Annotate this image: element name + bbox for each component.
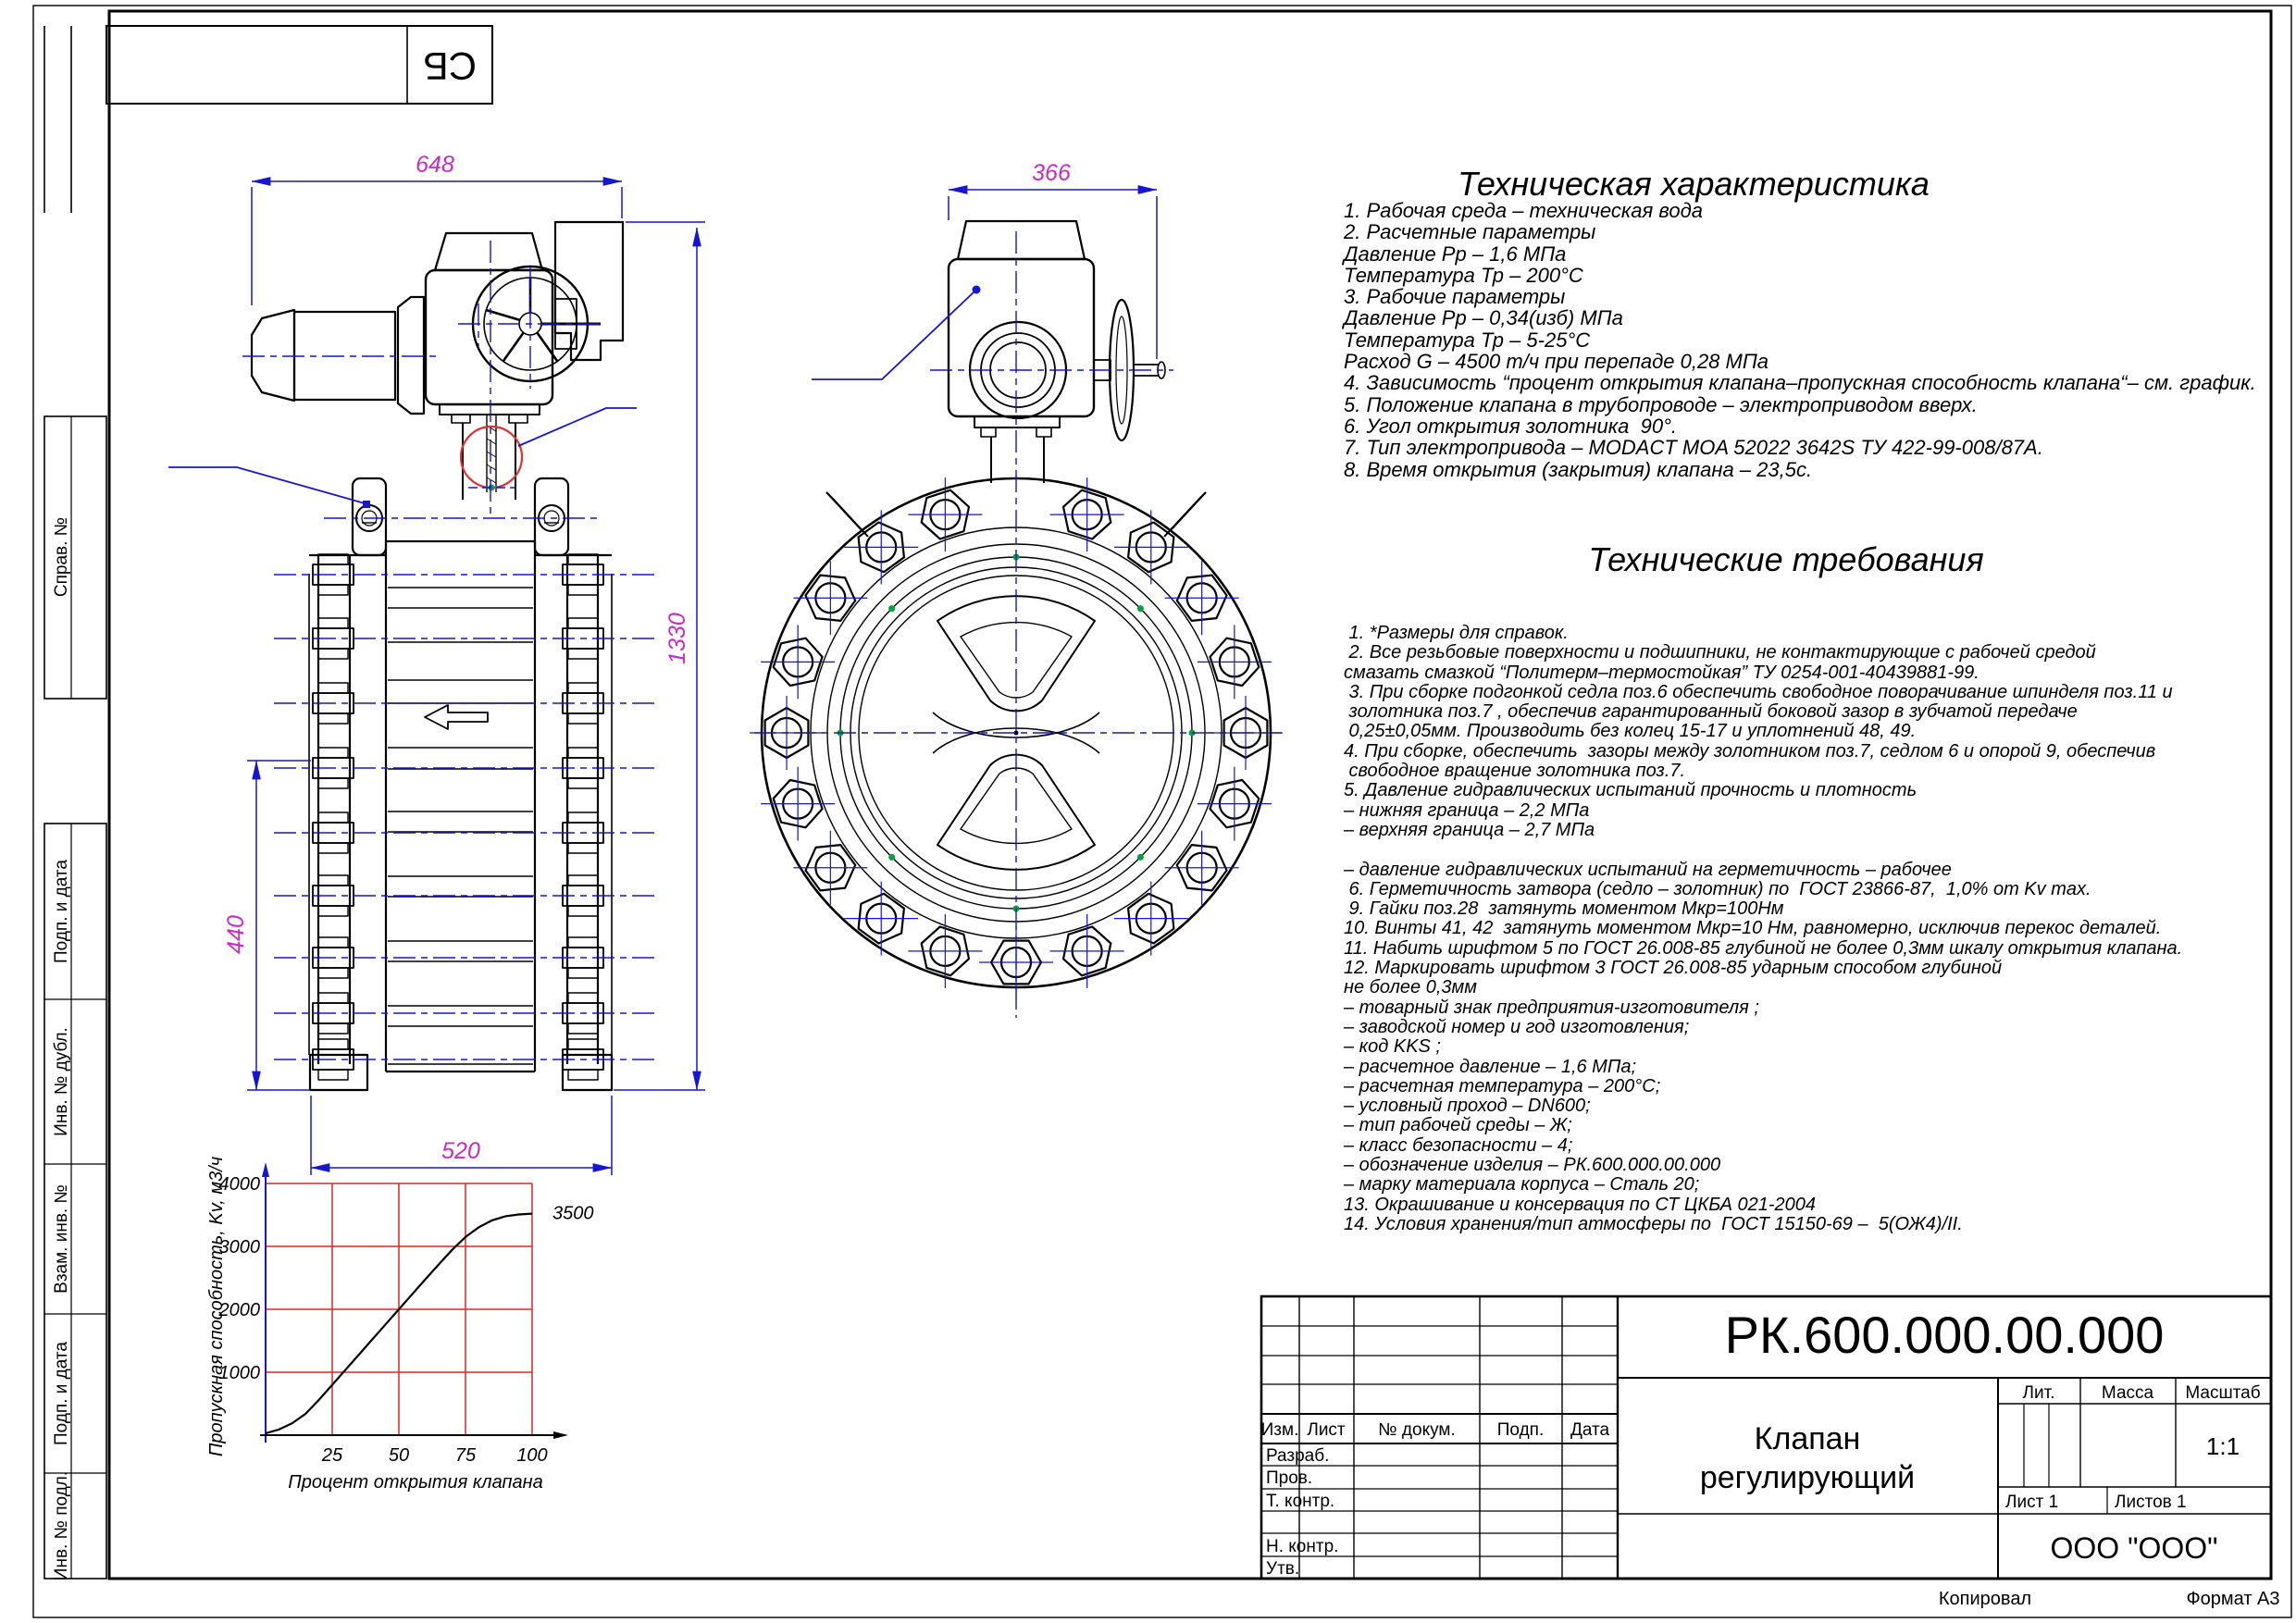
hex-nut-cap — [318, 968, 348, 978]
hex-nut-cap — [318, 618, 348, 628]
hex-nut-cap — [318, 1023, 348, 1034]
hex-nut-cap — [318, 713, 348, 724]
hex-nut-cap — [318, 875, 348, 886]
text-line: 5. Положение клапана в трубопроводе – электроприводом вверх. — [1344, 392, 1978, 416]
hex-nut-cap — [568, 1070, 598, 1080]
col-izm: Изм. — [1260, 1420, 1299, 1440]
footer-format-label: Формат А3 — [2186, 1589, 2280, 1609]
left-margin-boxes — [44, 416, 106, 1580]
valve-body-side — [309, 478, 612, 1090]
hex-nut-cap — [318, 585, 348, 595]
hex-nut-cap — [568, 843, 598, 853]
hex-nut-cap — [568, 649, 598, 659]
hex-nut-cap — [318, 649, 348, 659]
hex-nut-cap — [568, 812, 598, 823]
hex-nut-cap — [568, 713, 598, 724]
text-line: – товарный знак предприятия-изготовителя ; — [1344, 997, 1759, 1018]
dim-text-366: 366 — [1032, 160, 1071, 186]
text-line: 2. Расчетные параметры — [1344, 220, 1596, 244]
sheet-info: Лист 1 — [2005, 1493, 2059, 1512]
tech-requirements-title: Технические требования — [1588, 540, 1984, 578]
green-marker — [1137, 605, 1144, 612]
text-line: 3. Рабочие параметры — [1344, 285, 1566, 309]
text-line: – обозначение изделия – РК.600.000.00.000 — [1344, 1155, 1721, 1176]
body-ribs — [388, 588, 533, 1064]
hex-nut-cap — [568, 1039, 598, 1049]
front-view-leader — [812, 286, 981, 380]
green-marker — [888, 605, 895, 612]
hex-nut-cap — [568, 748, 598, 758]
col-data: Дата — [1570, 1420, 1610, 1440]
valve-side-view — [168, 222, 655, 1090]
footer-copied-label: Копировал — [1938, 1589, 2032, 1609]
green-marker — [888, 854, 895, 861]
side-view-centerlines — [242, 241, 655, 1059]
hex-nut-cap — [318, 843, 348, 853]
text-line: – класс безопасности – 4; — [1344, 1134, 1573, 1156]
text-line: 1. *Размеры для справок. — [1344, 623, 1569, 643]
text-line: 4. При сборке, обеспечить зазоры между золотником поз.7, седлом 6 и опорой 9, обеспечив — [1344, 740, 2156, 762]
hex-nut-cap — [568, 683, 598, 693]
text-line: Температура Тр – 200°С — [1344, 263, 1583, 287]
text-line: 0,25±0,05мм. Производить без колец 15-17 и уплотнений 48, 49. — [1344, 721, 1917, 742]
row-prov: Пров. — [1266, 1468, 1313, 1488]
flange-nuts-side — [313, 554, 603, 1080]
hex-nut-cap — [318, 683, 348, 693]
text-line: – условный проход – DN600; — [1344, 1096, 1591, 1117]
hex-nut-cap — [568, 1023, 598, 1034]
hex-nut-cap — [318, 1070, 348, 1080]
hex-nut-cap — [568, 778, 598, 788]
actuator-side — [252, 222, 623, 500]
text-line: 8. Время открытия (закрытия) клапана – 23,5с. — [1344, 457, 1813, 481]
text-line: 11. Набить шрифтом 5 по ГОСТ 26.008-85 глубиной не более 0,3мм шкалу открытия клапана. — [1344, 937, 2183, 959]
row-tkontr: Т. контр. — [1266, 1492, 1335, 1511]
x-axis-title: Процент открытия клапана — [288, 1472, 543, 1493]
text-line: Температура Тр – 5-25°С — [1344, 328, 1591, 352]
hex-nut-cap — [568, 937, 598, 948]
top-left-stamp — [44, 26, 492, 213]
lit-label: Лит. — [2022, 1383, 2055, 1403]
dim-520 — [311, 1096, 612, 1175]
title-block — [1261, 1296, 2271, 1579]
text-line: – верхняя граница – 2,7 МПа — [1344, 819, 1595, 840]
dim-text-1330: 1330 — [664, 613, 690, 664]
text-line: 12. Маркировать шрифтом 3 ГОСТ 26.008-85 ударным способом глубиной — [1344, 958, 2003, 979]
dim-text-648: 648 — [416, 152, 454, 178]
col-dokum: № докум. — [1378, 1420, 1456, 1440]
x-axis-arrow — [553, 1431, 568, 1439]
y-tick-label: 1000 — [218, 1363, 260, 1383]
text-line: – марку материала корпуса – Сталь 20; — [1344, 1174, 1700, 1196]
hex-nut-cap — [318, 993, 348, 1003]
hex-nut-cap — [568, 875, 598, 886]
hex-nut-cap — [568, 993, 598, 1003]
mass-label: Масса — [2101, 1383, 2154, 1403]
text-line: – тип рабочей среды – Ж; — [1344, 1115, 1572, 1136]
dim-648 — [252, 152, 622, 305]
curve-end-label: 3500 — [552, 1203, 594, 1224]
text-line — [1344, 840, 2182, 860]
hex-nut-cap — [318, 1039, 348, 1049]
tech-characteristics-title: Техническая характеристика — [1458, 165, 1930, 203]
hex-nut-cap — [568, 906, 598, 916]
side-label-podp2: Подп. и дата — [52, 1342, 71, 1445]
company-name: ООО "ООО" — [2050, 1531, 2218, 1565]
side-label-inv-podl: Инв. № подл. — [52, 1470, 71, 1581]
col-podp: Подп. — [1496, 1420, 1545, 1440]
text-line: смазать смазкой “Политерм–термостойкая” ТУ 0254-001-40439881-99. — [1344, 662, 1980, 683]
terminal-box — [555, 222, 623, 360]
text-line: – нижняя граница – 2,2 МПа — [1344, 799, 1590, 821]
front-view-centerlines — [754, 231, 1282, 1018]
hex-nut-cap — [318, 778, 348, 788]
text-line: 6. Угол открытия золотника 90°. — [1344, 414, 1677, 438]
text-line: 7. Тип электропривода – MODACT MOA 52022 3642S ТУ 422-99-008/87А. — [1344, 436, 2043, 460]
text-line: не более 0,3мм — [1344, 977, 1477, 998]
hex-nut-cap — [318, 906, 348, 916]
text-line: 1. Рабочая среда – техническая вода — [1344, 199, 1703, 222]
hex-nut-cap — [568, 585, 598, 595]
side-label-vzam: Взам. инв. № — [52, 1184, 71, 1294]
x-tick-label: 50 — [388, 1445, 410, 1466]
hex-nut-cap — [318, 812, 348, 823]
row-utv: Утв. — [1266, 1559, 1300, 1579]
text-line: Давление Рр – 0,34(изб) МПа — [1344, 306, 1623, 330]
text-line: – заводской номер и год изготовления; — [1344, 1016, 1690, 1037]
flow-arrow — [425, 705, 488, 729]
side-label-sprav: Справ. № — [52, 516, 71, 598]
x-tick-label: 25 — [321, 1445, 343, 1466]
row-nkontr: Н. контр. — [1266, 1537, 1339, 1556]
side-label-inv-dubl: Инв. № дубл. — [52, 1027, 71, 1136]
y-tick-label: 2000 — [218, 1300, 260, 1320]
text-line: Расход G – 4500 т/ч при перепаде 0,28 МПа — [1344, 350, 1769, 374]
row-razrab: Разраб. — [1266, 1446, 1330, 1466]
text-line: золотника поз.7 , обеспечив гарантированный боковой зазор в зубчатой передаче — [1344, 701, 2078, 723]
product-name-line2: регулирующий — [1699, 1460, 1916, 1495]
dim-text-440: 440 — [223, 915, 249, 954]
hex-nut-cap — [318, 937, 348, 948]
text-line: – расчетное давление – 1,6 МПа; — [1344, 1056, 1637, 1077]
product-name-line1: Клапан — [1754, 1421, 1861, 1456]
sheets-info: Листов 1 — [2115, 1493, 2187, 1512]
y-tick-label: 3000 — [218, 1237, 260, 1258]
side-view-leaders — [168, 408, 637, 508]
text-line: – код KKS ; — [1344, 1036, 1441, 1058]
text-line: 5. Давление гидравлических испытаний прочность и плотность — [1344, 780, 1917, 801]
text-line: 9. Гайки поз.28 затянуть моментом Мкр=100Нм — [1344, 898, 1784, 920]
text-line: 4. Зависимость “процент открытия клапана–пропускная способность клапана“– см. график. — [1344, 371, 2256, 395]
x-tick-label: 100 — [516, 1445, 548, 1466]
text-line: Давление Рр – 1,6 МПа — [1344, 242, 1567, 266]
dim-1330 — [614, 222, 705, 1090]
tech-characteristics-list — [1344, 200, 2256, 480]
scale-value: 1:1 — [2205, 1432, 2240, 1460]
text-line: – давление гидравлических испытаний на герметичность – рабочее — [1344, 859, 1952, 880]
stamp-code-text: СБ — [423, 44, 477, 88]
side-label-podp1: Подп. и дата — [52, 860, 71, 963]
scale-label: Масштаб — [2185, 1383, 2261, 1403]
text-line: 10. Винты 41, 42 затянуть моментом Мкр=10 Нм, равномерно, исключив перекос деталей. — [1344, 918, 2162, 939]
detail-callout-circle — [461, 427, 522, 488]
text-line: 3. При сборке подгонкой седла поз.6 обеспечить свободное поворачивание шпинделя поз.11 и — [1344, 681, 2173, 702]
dim-440 — [223, 761, 311, 1090]
y-tick-label: 4000 — [218, 1174, 260, 1195]
actuator-front — [949, 221, 1165, 483]
hex-nut-cap — [568, 618, 598, 628]
y-axis-title: Пропускная способность, Kv, м3/ч — [206, 1156, 227, 1457]
hex-nut-cap — [568, 968, 598, 978]
valve-front-view — [750, 221, 1283, 1018]
text-line: 6. Герметичность затвора (седло – золотник) по ГОСТ 23866-87, 1,0% от Kv max. — [1344, 878, 2091, 899]
tech-requirements-list — [1344, 624, 2182, 1234]
text-line: 13. Окрашивание и консервация по СТ ЦКБА 021-2004 — [1344, 1194, 1817, 1215]
text-line: свободное вращение золотника поз.7. — [1344, 761, 1686, 782]
y-axis-arrow — [262, 1162, 269, 1177]
text-line: 14. Условия хранения/тип атмосферы по ГОСТ 15150-69 – 5(ОЖ4)/II. — [1344, 1213, 1963, 1234]
doc-number: РК.600.000.00.000 — [1724, 1306, 2165, 1364]
dim-text-520: 520 — [441, 1138, 480, 1164]
kv-chart — [206, 1157, 594, 1493]
text-line: 2. Все резьбовые поверхности и подшипники, не контактирующие с рабочей средой — [1344, 642, 2096, 663]
col-list: Лист — [1307, 1420, 1346, 1440]
green-marker — [1137, 854, 1144, 861]
x-tick-label: 75 — [454, 1445, 477, 1466]
text-line: – расчетная температура – 200°С; — [1344, 1075, 1661, 1096]
hex-nut-cap — [318, 748, 348, 758]
